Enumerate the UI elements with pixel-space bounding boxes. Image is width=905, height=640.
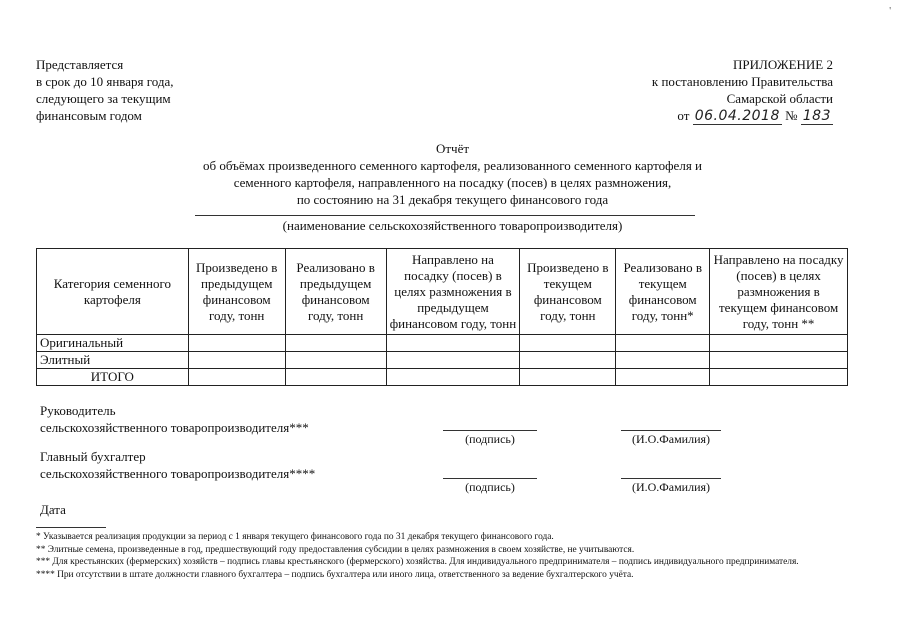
- report-title-line: об объёмах произведенного семенного картофеля, реализованного семенного картофеля и: [202, 158, 702, 173]
- table-cell[interactable]: [710, 335, 848, 352]
- table-cell[interactable]: [520, 335, 616, 352]
- appendix-title: ПРИЛОЖЕНИЕ 2: [733, 57, 833, 72]
- head-subtitle: сельскохозяйственного товаропроизводителя***: [40, 420, 309, 435]
- corner-mark: ': [889, 6, 891, 17]
- head-title: Руководитель: [40, 403, 116, 418]
- accountant-subtitle: сельскохозяйственного товаропроизводителя****: [40, 466, 316, 481]
- report-title: [0, 140, 905, 208]
- order-date-number: [652, 107, 833, 125]
- header-planted-prev: Направлено на посадку (посев) в целях размножения в предыдущем финансовом году, тонн: [386, 249, 520, 335]
- submission-deadline: [36, 56, 174, 124]
- accountant-title: Главный бухгалтер: [40, 449, 146, 464]
- table-cell[interactable]: [188, 335, 285, 352]
- producer-name-field[interactable]: [195, 215, 695, 216]
- table-cell[interactable]: [285, 335, 386, 352]
- footnote-item: **** При отсутствии в штате должности главного бухгалтера – подпись бухгалтера или иного лица, ответственного за ведение бухгалтерского учёта.: [36, 569, 634, 580]
- submission-line: финансовым годом: [36, 108, 142, 123]
- footnote-item: ** Элитные семена, произведенные в год, предшествующий году предоставления субсидии в целях размножения в своем хозяйстве, не учитываются.: [36, 544, 635, 555]
- table-row-total: [37, 369, 848, 386]
- header-category: Категория семенного картофеля: [37, 249, 189, 335]
- report-heading: Отчёт: [435, 141, 470, 156]
- appendix-block: [652, 56, 833, 125]
- footnote-item: * Указывается реализация продукции за период с 1 января текущего финансового года по 31 декабря текущего финансового года.: [36, 532, 554, 542]
- accountant-signature-label: [40, 448, 315, 482]
- submission-line: в срок до 10 января года,: [36, 74, 174, 89]
- row-label: Оригинальный: [37, 335, 189, 352]
- table-row: [37, 335, 848, 352]
- handwritten-date: 06.04.2018: [694, 108, 780, 124]
- table-row: [37, 352, 848, 369]
- row-label-total: ИТОГО: [37, 369, 189, 386]
- table-header-row: [37, 249, 848, 335]
- table-cell[interactable]: [710, 352, 848, 369]
- report-title-line: семенного картофеля, направленного на посадку (посев) в целях размножения,: [233, 175, 672, 190]
- table-cell[interactable]: [285, 352, 386, 369]
- header-sold-cur: Реализовано в текущем финансовом году, тонн*: [616, 249, 710, 335]
- table-cell[interactable]: [520, 352, 616, 369]
- appendix-line: к постановлению Правительства: [651, 74, 833, 89]
- handwritten-number: 183: [802, 108, 831, 124]
- header-produced-prev: Произведено в предыдущем финансовом году, тонн: [188, 249, 285, 335]
- report-title-line: по состоянию на 31 декабря текущего финансового года: [296, 192, 609, 207]
- table-cell[interactable]: [616, 369, 710, 386]
- report-table: [36, 248, 848, 386]
- header-planted-cur: Направлено на посадку (посев) в целях размножения в текущем финансовом году, тонн **: [710, 249, 848, 335]
- row-label: Элитный: [37, 352, 189, 369]
- number-label: №: [785, 108, 798, 123]
- header-sold-prev: Реализовано в предыдущем финансовом году, тонн: [285, 249, 386, 335]
- accountant-name-field[interactable]: [621, 478, 721, 479]
- table-cell[interactable]: [616, 352, 710, 369]
- appendix-line: Самарской области: [726, 91, 833, 106]
- accountant-name-caption: (И.О.Фамилия): [631, 480, 711, 494]
- table-cell[interactable]: [386, 369, 520, 386]
- table-cell[interactable]: [285, 369, 386, 386]
- date-label: Дата: [40, 502, 66, 517]
- header-produced-cur: Произведено в текущем финансовом году, тонн: [520, 249, 616, 335]
- from-label: от: [677, 108, 690, 123]
- head-sign-caption: (подпись): [465, 432, 515, 446]
- table-cell[interactable]: [188, 369, 285, 386]
- table-cell[interactable]: [386, 335, 520, 352]
- head-name-field[interactable]: [621, 430, 721, 431]
- submission-line: следующего за текущим: [36, 91, 171, 106]
- footnotes: [36, 531, 864, 581]
- head-name-caption: (И.О.Фамилия): [631, 432, 711, 446]
- footnote-item: *** Для крестьянских (фермерских) хозяйств – подпись главы крестьянского (фермерского) хозяйства. Для индивидуального предпринимателя – подпись индивидуального предпринимателя.: [36, 557, 799, 567]
- table-cell[interactable]: [616, 335, 710, 352]
- footnote-divider: [36, 527, 106, 528]
- accountant-signature-field[interactable]: [443, 478, 537, 479]
- table-cell[interactable]: [520, 369, 616, 386]
- accountant-sign-caption: (подпись): [465, 480, 515, 494]
- head-signature-field[interactable]: [443, 430, 537, 431]
- submission-line: Представляется: [36, 57, 124, 72]
- head-signature-label: [40, 402, 309, 436]
- table-cell[interactable]: [710, 369, 848, 386]
- table-cell[interactable]: [386, 352, 520, 369]
- table-cell[interactable]: [188, 352, 285, 369]
- producer-caption: (наименование сельскохозяйственного товаропроизводителя): [282, 218, 623, 233]
